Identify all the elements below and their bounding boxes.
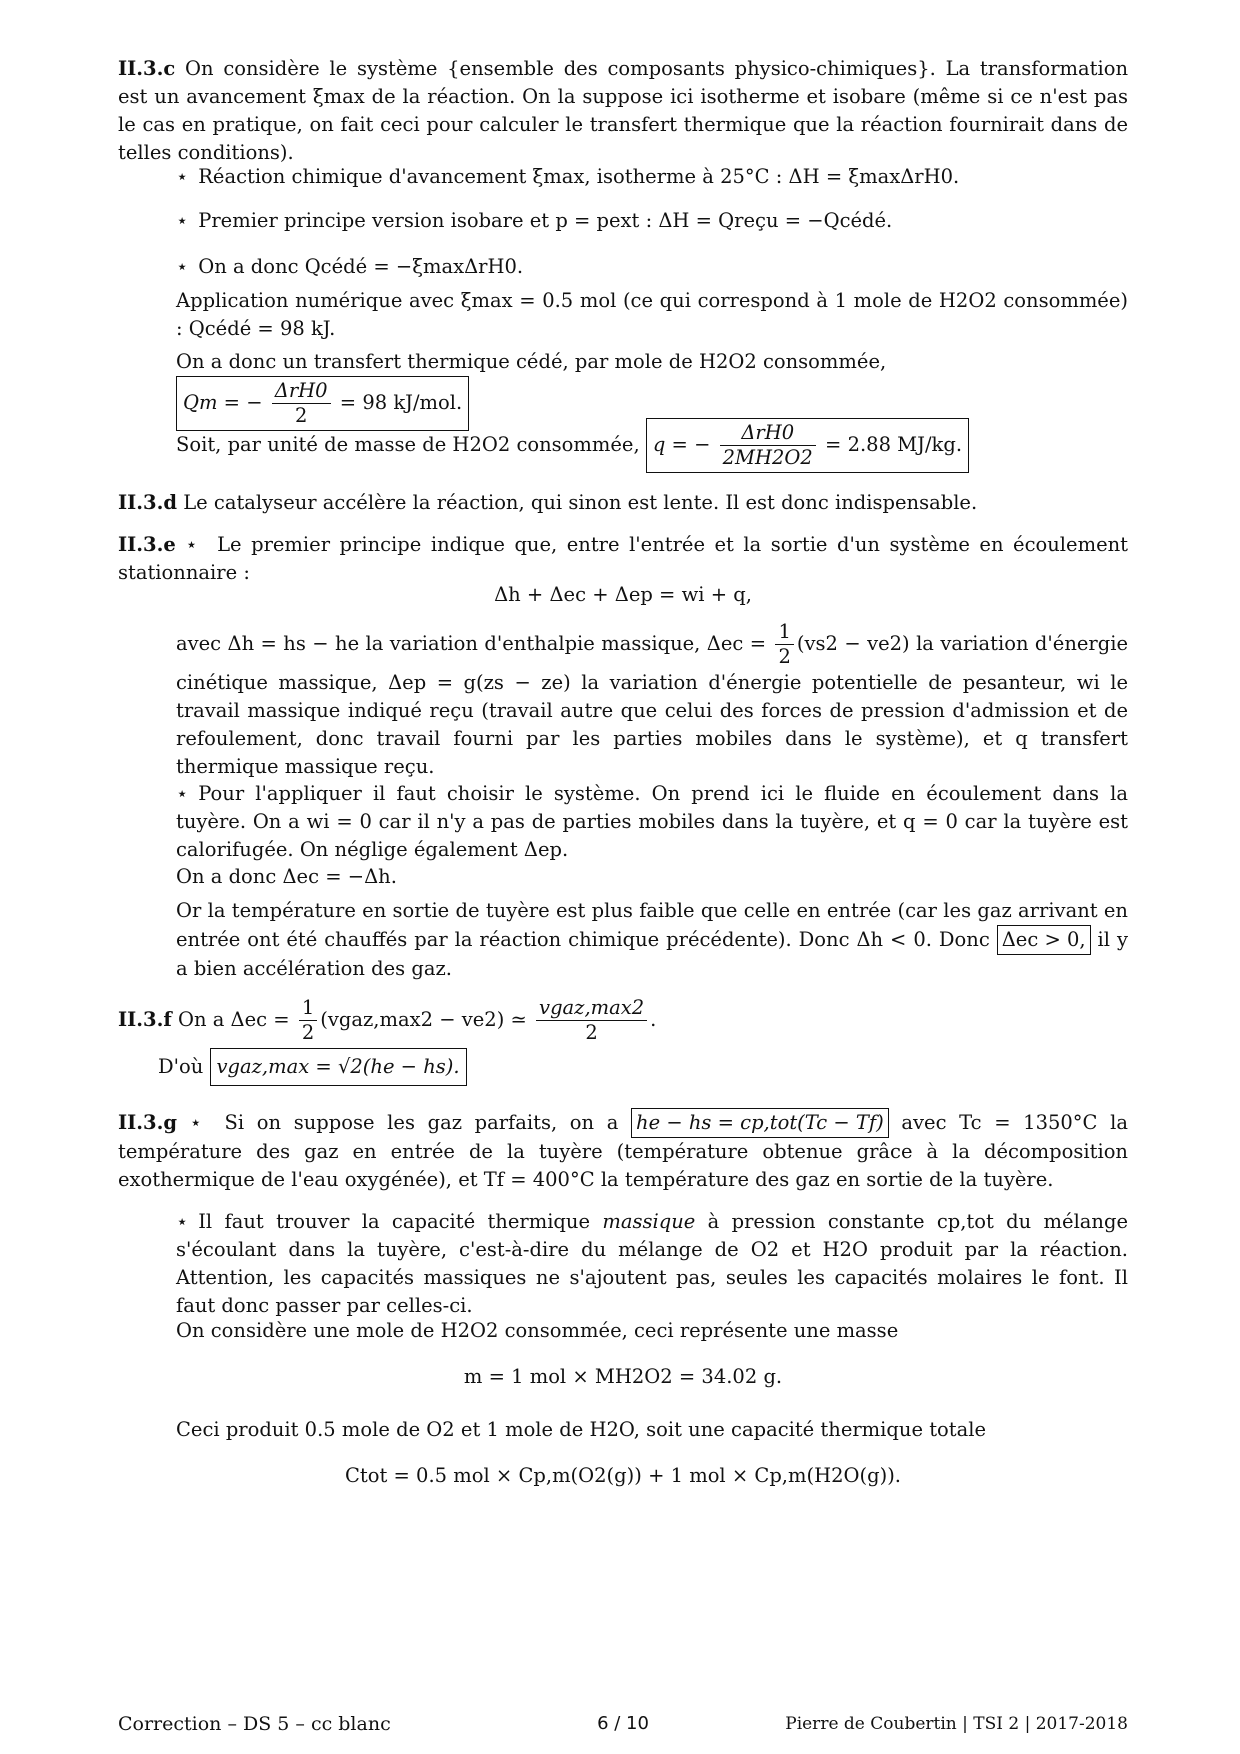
g-text-1: Si on suppose les gaz parfaits, on a bbox=[224, 1111, 619, 1134]
bullet-text: On a donc Qcédé = −ξmaxΔrH0. bbox=[198, 255, 524, 278]
g-text-2: avec Tc = 1350°C la température des gaz en entrée de la tuyère (température obtenue grâce à la décomposition exothermique de l'eau oxygénée), et Tf = 400°C la température des gaz en sortie de la tuyère. bbox=[118, 1111, 1128, 1191]
or-end: il y a bien accélération des gaz. bbox=[176, 928, 1128, 980]
mole-line: On considère une mole de H2O2 consommée, ceci représente une masse bbox=[176, 1319, 899, 1342]
section-label: II.3.f bbox=[118, 1008, 172, 1031]
produit-line: Ceci produit 0.5 mole de O2 et 1 mole de H2O, soit une capacité thermique totale bbox=[176, 1418, 987, 1441]
bullet-text: Pour l'appliquer il faut choisir le système. On prend ici le fluide en écoulement dans la tuyère. On a wi = 0 car il n'y a pas de parties mobiles dans la tuyère, et q = 0 car la tuyère est calorifugée. On néglige également Δep. bbox=[176, 782, 1128, 861]
q-text: Soit, par unité de masse de H2O2 consommée, bbox=[176, 433, 640, 456]
donc-line: On a donc Δec = −Δh. bbox=[176, 865, 397, 888]
qm-num: ΔrH0 bbox=[272, 379, 331, 404]
bullet-text-1: Il faut trouver la capacité thermique bbox=[198, 1210, 591, 1233]
qm-den: 2 bbox=[294, 404, 308, 427]
section-ii-3-g bbox=[118, 1108, 1128, 1194]
star-icon: ⋆ bbox=[185, 533, 198, 556]
star-icon: ⋆ bbox=[176, 209, 189, 232]
or-text: Or la température en sortie de tuyère est plus faible que celle en entrée (car les gaz arrivant en entrée ont été chauffés par la réaction chimique précédente). Donc Δh < 0. Donc bbox=[176, 899, 1128, 951]
section-ii-3-d bbox=[118, 489, 1128, 517]
avec-frac-den: 2 bbox=[778, 645, 791, 668]
f-fraction-2 bbox=[536, 996, 647, 1045]
qm-lhs: Qm = − bbox=[183, 391, 263, 414]
f-text-1: On a Δec = bbox=[177, 1008, 290, 1031]
section-text: Le catalyseur accélère la réaction, qui sinon est lente. Il est donc indispensable. bbox=[183, 491, 978, 514]
bullet-reaction bbox=[176, 163, 1128, 191]
section-label: II.3.d bbox=[118, 491, 178, 514]
bullet-text: Premier principe version isobare et p = pext : ΔH = Qreçu = −Qcédé. bbox=[198, 209, 893, 232]
bullet-premier-principe bbox=[176, 207, 1128, 235]
avec-frac-num: 1 bbox=[775, 620, 793, 645]
star-icon: ⋆ bbox=[176, 165, 189, 188]
q-boxed-result bbox=[646, 418, 969, 473]
f-text-2: (vgaz,max2 − ve2) ≃ bbox=[320, 1008, 527, 1031]
bullet-systeme bbox=[176, 780, 1128, 864]
q-line bbox=[176, 418, 1128, 473]
q-fraction bbox=[720, 421, 816, 470]
star-icon: ⋆ bbox=[176, 782, 189, 805]
bullet-text-2: à pression constante cp,tot du mélange s'écoulant dans la tuyère, c'est-à-dire du mélange de O2 et H2O produit par la réaction. Attention, les capacités massiques ne s'ajoutent pas, seules les capacités molaires le font. Il faut donc passer par celles-ci. bbox=[176, 1210, 1129, 1317]
f-text-3: . bbox=[650, 1008, 657, 1031]
avec-fraction bbox=[775, 620, 793, 669]
avec-text-1: avec Δh = hs − he la variation d'enthalpie massique, Δec = bbox=[176, 632, 767, 655]
dou-text: D'où bbox=[158, 1055, 204, 1078]
avec-paragraph bbox=[176, 620, 1128, 781]
equation-ctot: Ctot = 0.5 mol × Cp,m(O2(g)) + 1 mol × Cp,m(H2O(g)). bbox=[344, 1464, 902, 1487]
section-ii-3-e bbox=[118, 531, 1128, 587]
v-gaz-boxed-result: vgaz,max = √2(he − hs). bbox=[210, 1048, 467, 1086]
qm-text: On a donc un transfert thermique cédé, par mole de H2O2 consommée, bbox=[176, 350, 887, 373]
bullet-emphasis: massique bbox=[602, 1210, 696, 1233]
bullet-capacite bbox=[176, 1208, 1128, 1320]
star-icon: ⋆ bbox=[176, 1210, 189, 1233]
f-frac1-den: 2 bbox=[301, 1021, 315, 1044]
section-label: II.3.c bbox=[118, 57, 176, 80]
q-num: ΔrH0 bbox=[720, 421, 816, 446]
q-rhs: = 2.88 MJ/kg. bbox=[825, 433, 963, 456]
qm-rhs: = 98 kJ/mol. bbox=[339, 391, 463, 414]
f-frac2-den: 2 bbox=[585, 1021, 598, 1044]
f-fraction-1 bbox=[299, 996, 317, 1045]
equation-mass: m = 1 mol × MH2O2 = 34.02 g. bbox=[463, 1365, 783, 1388]
section-label: II.3.g bbox=[118, 1111, 178, 1134]
enthalpy-boxed-result: he − hs = cp,tot(Tc − Tf) bbox=[631, 1108, 889, 1138]
section-label: II.3.e bbox=[118, 533, 176, 556]
section-intro: Le premier principe indique que, entre l'entrée et la sortie d'un système en écoulement stationnaire : bbox=[118, 533, 1129, 584]
page-footer bbox=[118, 1710, 1128, 1738]
star-icon: ⋆ bbox=[189, 1111, 202, 1134]
section-ii-3-c bbox=[118, 55, 1128, 167]
footer-right: Pierre de Coubertin | TSI 2 | 2017-2018 bbox=[785, 1714, 1128, 1734]
q-den: 2MH2O2 bbox=[722, 446, 813, 469]
star-icon: ⋆ bbox=[176, 255, 189, 278]
avec-text-2: (vs2 − ve2) la variation d'énergie cinétique massique, Δep = g(zs − ze) la variation d'énergie potentielle de pesanteur, wi le travail massique indiqué reçu (travail autre que celui des forces de pression d'admission et de refoulement, donc travail fourni par les parties mobiles dans le système), et q transfert thermique massique reçu. bbox=[176, 632, 1128, 778]
f-frac1-num: 1 bbox=[299, 996, 317, 1021]
equation-first-principle: Δh + Δec + Δep = wi + q, bbox=[494, 583, 752, 606]
delta-ec-boxed-result: Δec > 0, bbox=[997, 925, 1091, 955]
section-ii-3-f bbox=[118, 996, 1128, 1045]
footer-left: Correction – DS 5 – cc blanc bbox=[118, 1713, 391, 1735]
q-lhs: q = − bbox=[652, 433, 711, 456]
or-paragraph bbox=[176, 897, 1128, 983]
page-number: 6 / 10 bbox=[597, 1713, 649, 1734]
bullet-q-cede bbox=[176, 253, 1128, 281]
dou-line bbox=[158, 1048, 1110, 1086]
application-numerique: Application numérique avec ξmax = 0.5 mol (ce qui correspond à 1 mole de H2O2 consommée) : Qcédé = 98 kJ. bbox=[176, 289, 1128, 340]
f-frac2-num: vgaz,max2 bbox=[536, 996, 647, 1021]
section-intro: On considère le système {ensemble des composants physico-chimiques}. La transformation est un avancement ξmax de la réaction. On la suppose ici isotherme et isobare (même si ce n'est pas le cas en pratique, on fait ceci pour calculer le transfert thermique que la réaction fournirait dans de telles conditions). bbox=[118, 57, 1129, 164]
bullet-text: Réaction chimique d'avancement ξmax, isotherme à 25°C : ΔH = ξmaxΔrH0. bbox=[198, 165, 960, 188]
